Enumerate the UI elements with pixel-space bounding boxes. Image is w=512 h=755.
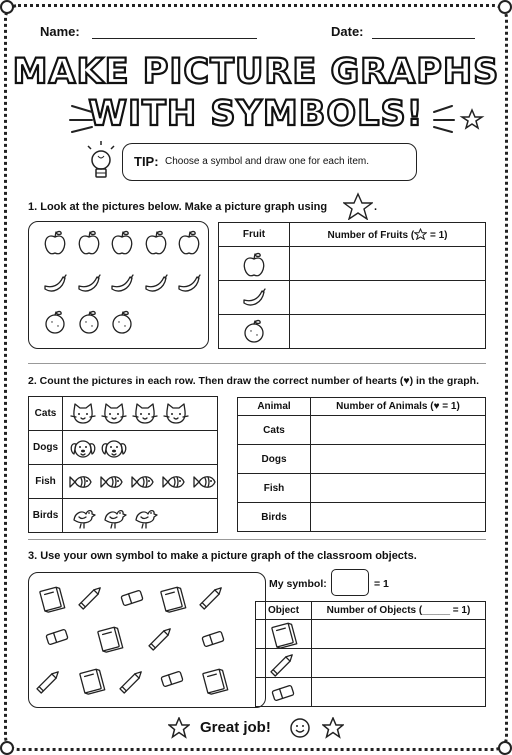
star-icon xyxy=(322,717,344,739)
fruit-graph-cell[interactable] xyxy=(290,247,486,281)
pencil-icon xyxy=(79,586,102,609)
eraser-icon xyxy=(256,679,311,706)
fish-icon xyxy=(101,476,122,487)
divider xyxy=(28,363,486,364)
animal-graph-cell[interactable] xyxy=(311,503,486,532)
bird-icon xyxy=(74,510,95,527)
name-field[interactable] xyxy=(92,26,257,39)
corner-dot xyxy=(498,0,512,14)
eraser-icon xyxy=(46,629,68,645)
date-field[interactable] xyxy=(372,26,475,39)
cat-icon xyxy=(133,404,157,423)
classroom-object-pictures xyxy=(29,573,267,709)
animal-label: Birds xyxy=(29,499,63,533)
pencil-icon xyxy=(37,670,60,693)
animal-col-header: Animal xyxy=(238,398,311,416)
object-graph-cell[interactable] xyxy=(312,649,486,678)
object-row-pencil xyxy=(256,649,312,678)
object-graph-cell[interactable] xyxy=(312,678,486,707)
classroom-objects-box xyxy=(28,572,266,708)
cat-pictures xyxy=(63,398,217,430)
animal-graph-cell[interactable] xyxy=(311,416,486,445)
fish-icon xyxy=(70,476,91,487)
fish-icon xyxy=(132,476,153,487)
question-2: 2. Count the pictures in each row. Then draw the correct number of hearts (♥) in the graph. xyxy=(28,375,479,387)
object-col-header: Object xyxy=(256,602,312,620)
page-title: MAKE PICTURE GRAPHS xyxy=(12,52,500,92)
book-icon xyxy=(256,621,311,648)
pencil-icon xyxy=(200,586,223,609)
cat-icon xyxy=(102,404,126,423)
object-row-book xyxy=(256,620,312,649)
object-row-eraser xyxy=(256,678,312,707)
animal-label: Cats xyxy=(29,397,63,431)
divider xyxy=(28,539,486,540)
tip-box xyxy=(122,143,417,181)
animal-graph-cell[interactable] xyxy=(311,474,486,503)
bird-pictures xyxy=(63,500,217,532)
animal-count-col-header: Number of Animals (♥ = 1) xyxy=(311,398,486,416)
star-icon xyxy=(414,228,427,240)
fruit-row-apple xyxy=(219,247,290,281)
pencil-icon xyxy=(149,627,172,650)
fruit-row-banana xyxy=(219,281,290,315)
banana-icon xyxy=(244,289,265,305)
corner-dot xyxy=(0,741,14,755)
tip-label: TIP: xyxy=(134,154,159,169)
eraser-icon xyxy=(202,631,224,647)
my-symbol-end: = 1 xyxy=(374,578,389,590)
dog-icon xyxy=(71,441,95,457)
eraser-icon xyxy=(272,685,294,701)
page-subtitle: WITH SYMBOLS! xyxy=(88,94,424,134)
orange-icon xyxy=(113,311,131,333)
fish-icon xyxy=(163,476,184,487)
orange-icon xyxy=(46,311,64,333)
name-label: Name: xyxy=(40,24,80,39)
fruit-row-orange xyxy=(219,315,290,349)
book-icon xyxy=(40,586,65,612)
fruit-graph-cell[interactable] xyxy=(290,281,486,315)
fruit-graph-cell[interactable] xyxy=(290,315,486,349)
my-symbol-box[interactable] xyxy=(331,569,369,596)
fruit-count-col-header xyxy=(290,223,486,247)
question-1 xyxy=(28,201,327,213)
bird-icon xyxy=(136,510,157,527)
apple-icon xyxy=(244,253,263,275)
animal-graph-table xyxy=(237,397,486,532)
animal-row-label: Birds xyxy=(238,503,311,532)
book-icon xyxy=(161,586,186,612)
fruit-graph-table xyxy=(218,222,486,349)
cat-icon xyxy=(71,404,95,423)
footer-text: Great job! xyxy=(200,719,271,736)
animal-row-label: Fish xyxy=(238,474,311,503)
fruit-pictures xyxy=(29,222,210,350)
star-icon xyxy=(168,717,190,739)
fish-pictures xyxy=(63,466,217,498)
cat-icon xyxy=(164,404,188,423)
dog-icon xyxy=(102,441,126,457)
animal-graph-cell[interactable] xyxy=(311,445,486,474)
question-3: 3. Use your own symbol to make a picture graph of the classroom objects. xyxy=(28,550,417,562)
banana-icon xyxy=(219,282,289,314)
apple-icon xyxy=(45,231,64,253)
eraser-icon xyxy=(161,671,183,687)
pencil-icon xyxy=(271,652,294,675)
orange-icon xyxy=(219,316,289,348)
smiley-icon xyxy=(289,717,311,739)
date-label: Date: xyxy=(331,24,364,39)
bird-icon xyxy=(105,510,126,527)
banana-icon xyxy=(79,275,100,291)
sparkle-star-icon xyxy=(430,98,490,134)
lightbulb-icon xyxy=(84,140,118,186)
fruit-picture-box xyxy=(28,221,209,349)
eraser-icon xyxy=(121,590,143,606)
banana-icon xyxy=(146,275,167,291)
orange-icon xyxy=(245,320,263,342)
apple-icon xyxy=(179,231,198,253)
orange-icon xyxy=(80,311,98,333)
fruit-count-col-text: Number of Fruits ( xyxy=(327,230,415,241)
book-icon xyxy=(203,668,228,694)
question-1-text: 1. Look at the pictures below. Make a picture graph using xyxy=(28,201,328,213)
pencil-icon xyxy=(120,670,143,693)
fish-icon xyxy=(194,476,215,487)
animal-label: Dogs xyxy=(29,431,63,465)
corner-dot xyxy=(0,0,14,14)
object-graph-cell[interactable] xyxy=(312,620,486,649)
book-icon xyxy=(272,622,297,648)
dog-pictures xyxy=(63,432,217,464)
banana-icon xyxy=(179,275,200,291)
banana-icon xyxy=(45,275,66,291)
book-icon xyxy=(98,626,123,652)
my-symbol-label: My symbol: xyxy=(269,578,327,590)
object-graph-table xyxy=(255,601,486,707)
apple-icon xyxy=(112,231,131,253)
sparkle-lines-icon xyxy=(68,98,110,134)
book-icon xyxy=(80,668,105,694)
fruit-col-header: Fruit xyxy=(219,223,290,247)
animal-picture-table xyxy=(28,396,218,533)
animal-label: Fish xyxy=(29,465,63,499)
apple-icon xyxy=(146,231,165,253)
object-count-col-header: Number of Objects (_____ = 1) xyxy=(312,602,486,620)
corner-dot xyxy=(498,741,512,755)
tip-text: Choose a symbol and draw one for each item. xyxy=(165,156,369,167)
pencil-icon xyxy=(256,650,311,677)
fruit-count-col-end: = 1) xyxy=(427,230,448,241)
apple-icon xyxy=(79,231,98,253)
star-icon xyxy=(343,192,373,220)
animal-row-label: Dogs xyxy=(238,445,311,474)
banana-icon xyxy=(112,275,133,291)
question-1-end: . xyxy=(374,201,378,213)
animal-row-label: Cats xyxy=(238,416,311,445)
apple-icon xyxy=(219,248,289,280)
